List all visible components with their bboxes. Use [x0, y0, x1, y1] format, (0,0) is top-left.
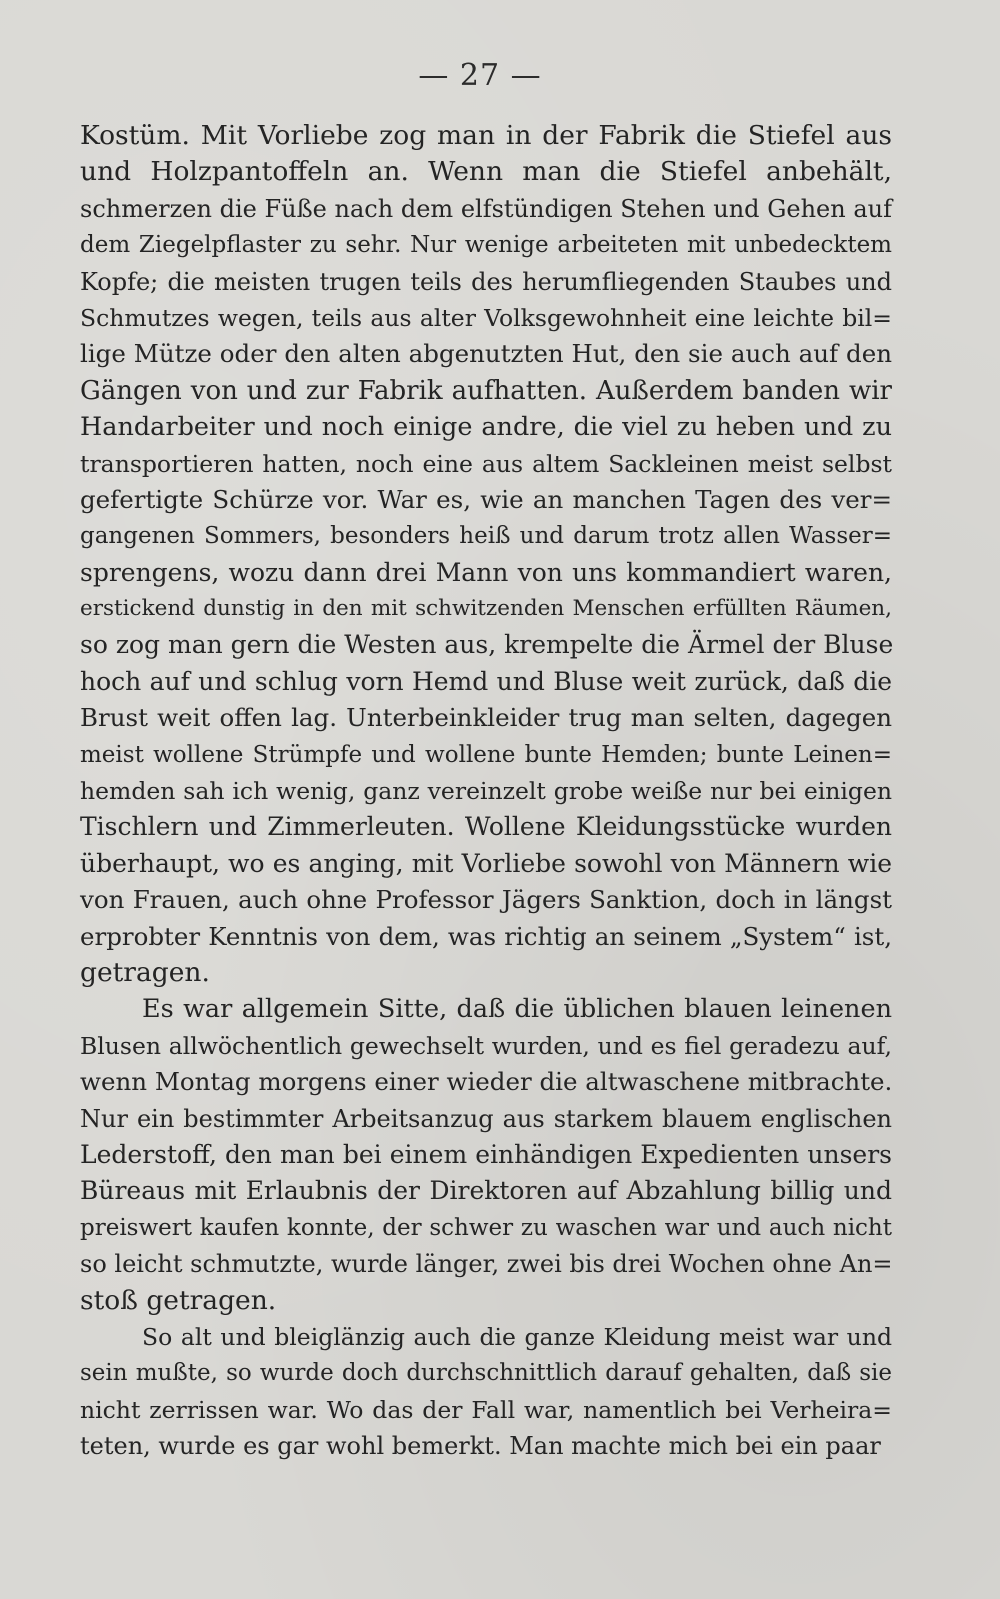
text-line: so leicht schmutzte, wurde länger, zwei bis drei Wochen ohne An= [80, 1250, 893, 1279]
text-line: so zog man gern die Westen aus, krempelte die Ärmel der Bluse [80, 630, 894, 660]
text-line: schmerzen die Füße nach dem elfstündigen Stehen und Gehen auf [80, 194, 892, 223]
text-line: meist wollene Strümpfe und wollene bunte Hemden; bunte Leinen= [80, 741, 892, 768]
text-line: nicht zerrissen war. Wo das der Fall war, namentlich bei Verheira= [80, 1395, 892, 1424]
text-line: lige Mütze oder den alten abgenutzten Hut, den sie auch auf den [80, 339, 892, 369]
text-line: Büreaus mit Erlaubnis der Direktoren auf Abzahlung billig und [80, 1176, 892, 1206]
text-line: sprengens, wozu dann drei Mann von uns kommandiert waren, [80, 557, 892, 587]
text-line: Blusen allwöchentlich gewechselt wurden, und es fiel geradezu auf, [80, 1031, 892, 1060]
body-text [80, 118, 892, 1464]
text-line: Brust weit offen lag. Unterbeinkleider trug man selten, dagegen [80, 703, 892, 733]
text-line: von Frauen, auch ohne Professor Jägers Sanktion, doch in längst [80, 885, 892, 915]
text-line: überhaupt, wo es anging, mit Vorliebe sowohl von Männern wie [80, 848, 892, 878]
text-line: Handarbeiter und noch einige andre, die viel zu heben und zu [80, 412, 892, 443]
text-line: hemden sah ich wenig, ganz vereinzelt grobe weiße nur bei einigen [80, 777, 892, 806]
text-line: stoß getragen. [80, 1284, 277, 1316]
text-line: Schmutzes wegen, teils aus alter Volksgewohnheit eine leichte bil= [80, 303, 892, 332]
text-line: und Holzpantoffeln an. Wenn man die Stiefel anbehält, [80, 156, 892, 188]
text-line: erstickend dunstig in den mit schwitzenden Menschen erfüllten Räumen, [80, 596, 892, 622]
text-line: Gängen von und zur Fabrik aufhatten. Außerdem banden wir [80, 375, 892, 406]
text-line: sein mußte, so wurde doch durchschnittlich darauf gehalten, daß sie [80, 1360, 892, 1387]
text-line: gangenen Sommers, besonders heiß und darum trotz allen Wasser= [80, 523, 892, 550]
text-line: dem Ziegelpflaster zu sehr. Nur wenige arbeiteten mit unbedecktem [80, 232, 892, 259]
paragraph [80, 118, 892, 991]
paragraph [80, 991, 892, 1319]
text-line: Nur ein bestimmter Arbeitsanzug aus starkem blauem englischen [80, 1104, 892, 1133]
text-line: wenn Montag morgens einer wieder die altwaschene mitbrachte. [80, 1067, 893, 1097]
text-line: Tischlern und Zimmerleuten. Wollene Kleidungsstücke wurden [80, 812, 892, 842]
paragraph [80, 1319, 892, 1465]
text-line: So alt und bleiglänzig auch die ganze Kleidung meist war und [142, 1322, 892, 1351]
text-line: teten, wurde es gar wohl bemerkt. Man machte mich bei ein paar [80, 1432, 881, 1461]
text-line: gefertigte Schürze vor. War es, wie an manchen Tagen des ver= [80, 484, 892, 514]
text-line: Kostüm. Mit Vorliebe zog man in der Fabrik die Stiefel aus [80, 120, 892, 151]
page-number: — 27 — [418, 58, 542, 93]
text-line: Lederstoff, den man bei einem einhändigen Expedienten unsers [80, 1139, 892, 1169]
text-line: Es war allgemein Sitte, daß die üblichen blauen leinenen [142, 994, 892, 1025]
text-line: Kopfe; die meisten trugen teils des herumfliegenden Staubes und [80, 267, 892, 296]
text-line: erprobter Kenntnis von dem, was richtig an seinem „System“ ist, [80, 921, 892, 951]
text-line: preiswert kaufen konnte, der schwer zu waschen war und auch nicht [80, 1214, 892, 1241]
text-line: transportieren hatten, noch eine aus altem Sackleinen meist selbst [80, 449, 892, 478]
text-line: getragen. [80, 956, 210, 988]
text-line: hoch auf und schlug vorn Hemd und Bluse weit zurück, daß die [80, 666, 892, 696]
